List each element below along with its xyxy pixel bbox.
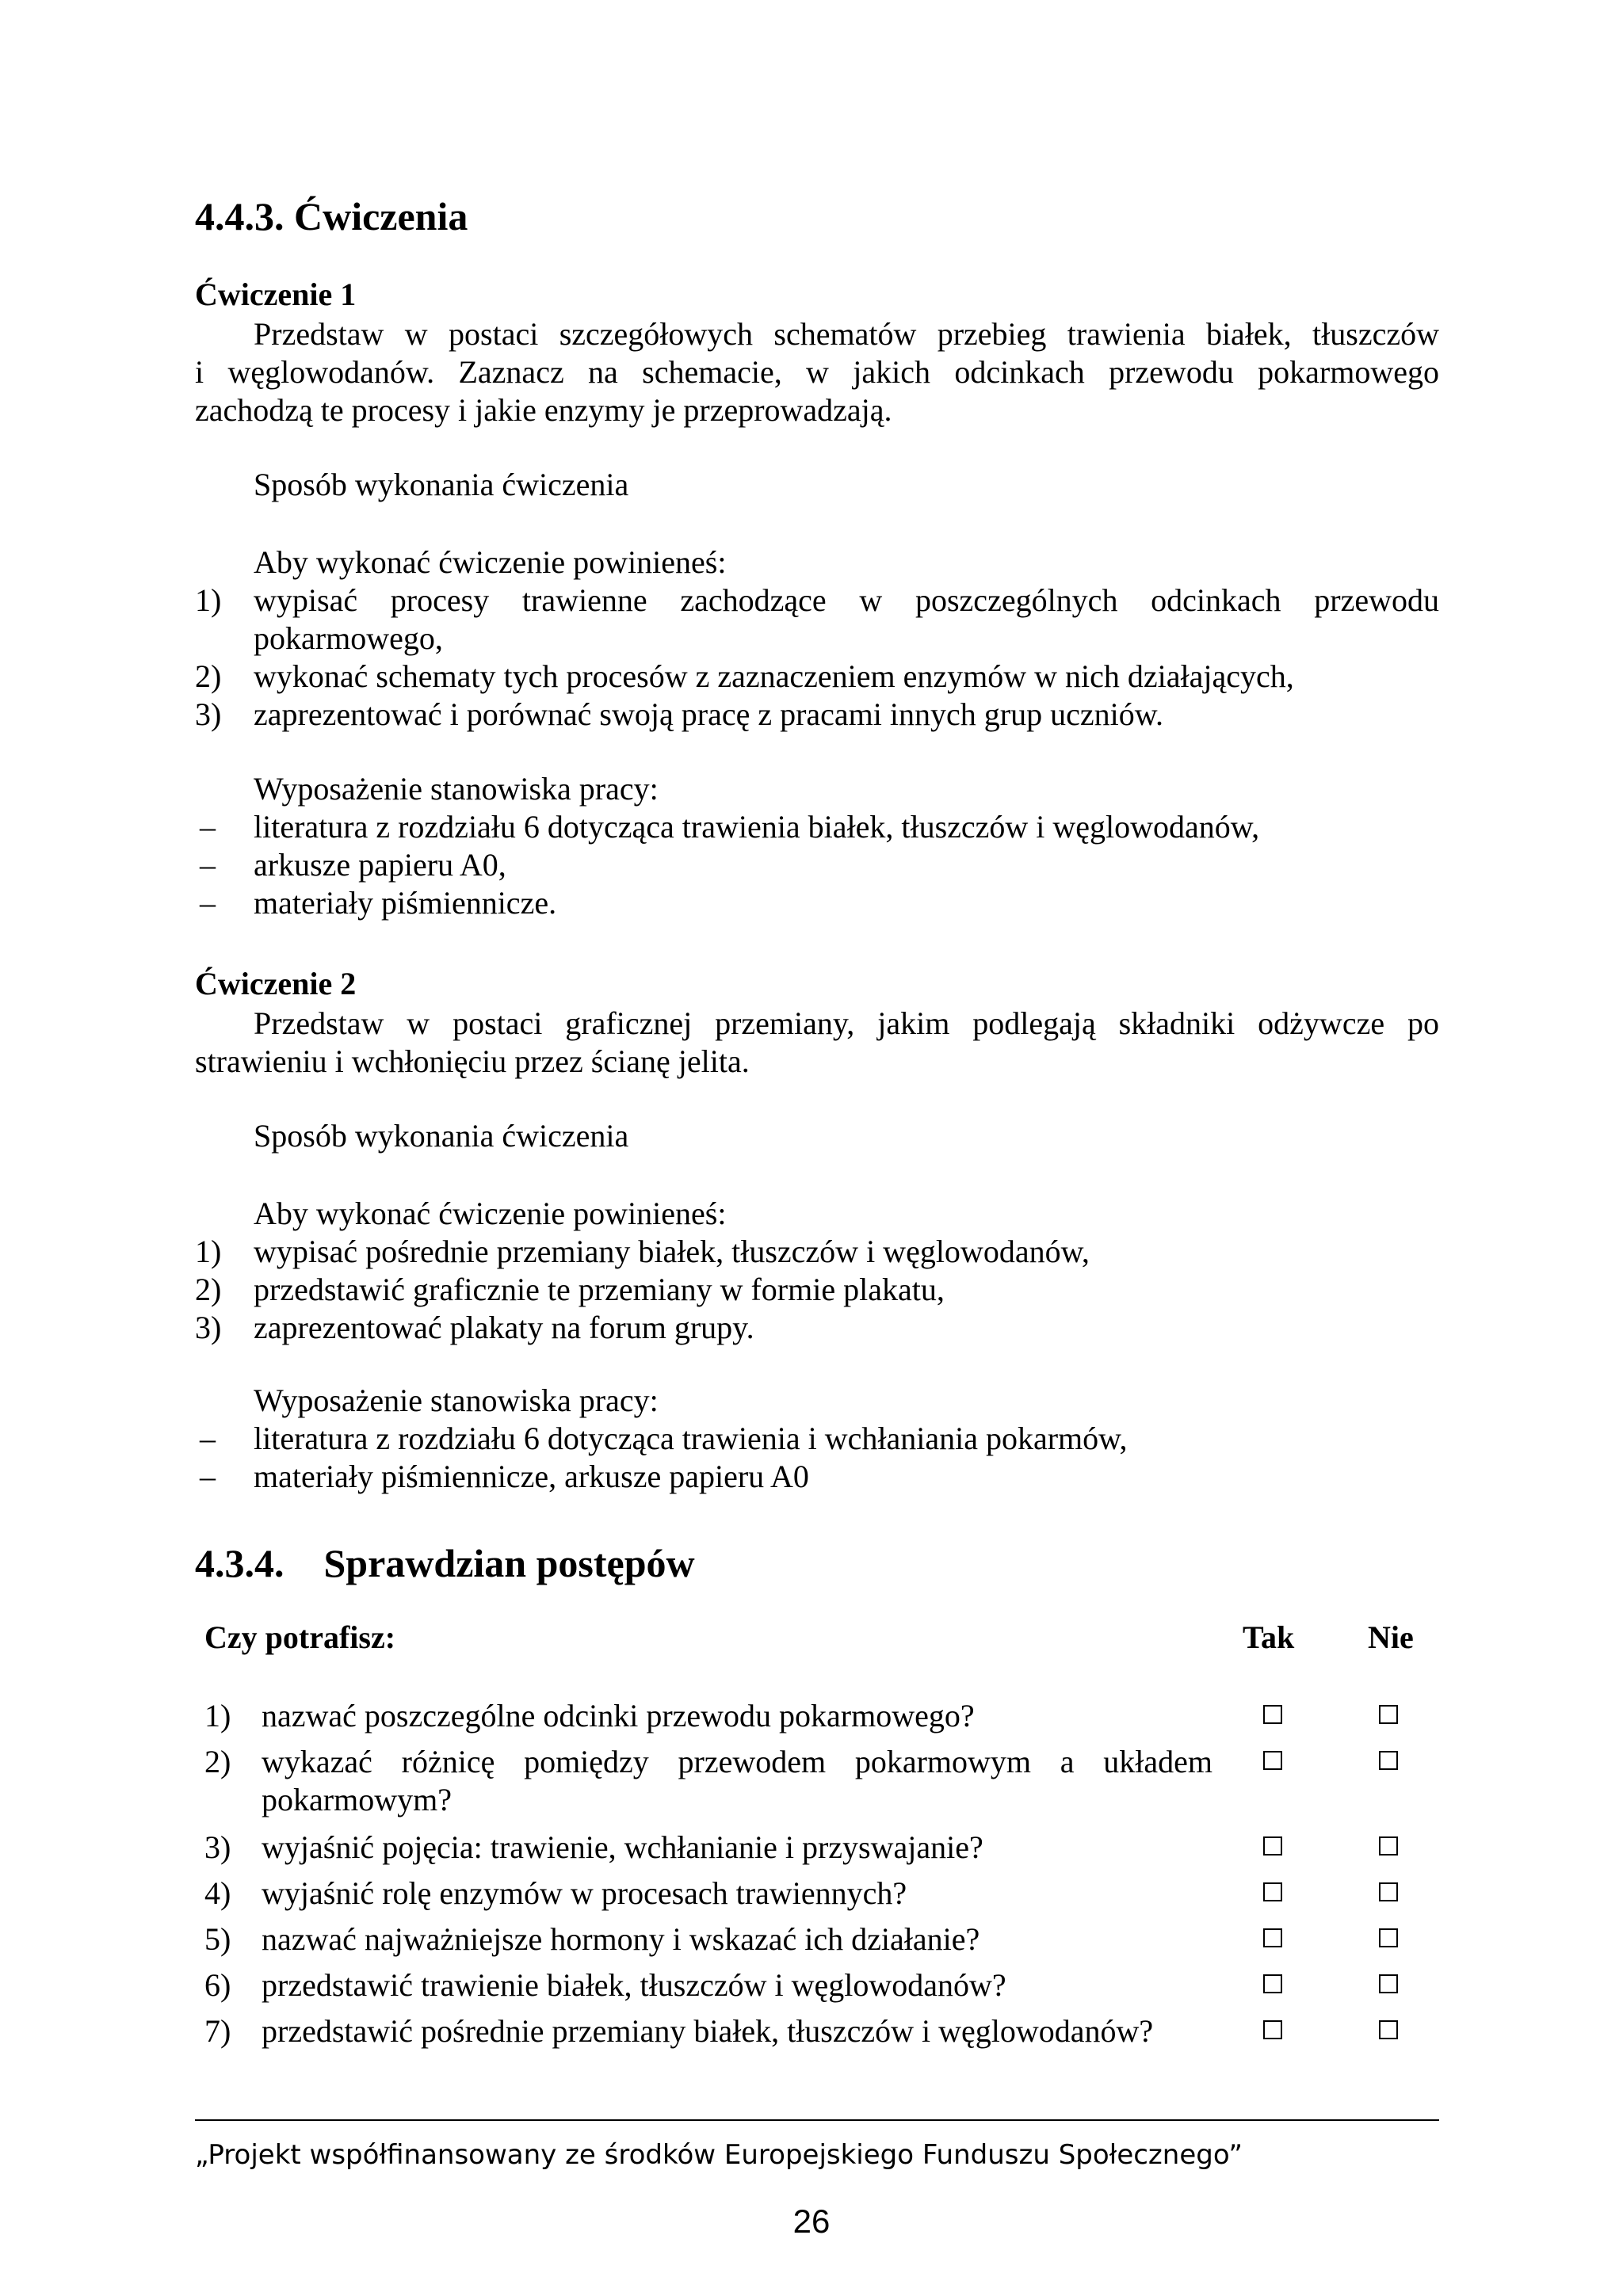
list-number: 3)	[195, 1310, 222, 1345]
dash-bullet: –	[200, 885, 216, 921]
dash-bullet: –	[200, 847, 216, 883]
item-number: 3)	[204, 1829, 231, 1865]
exercise-2-method-label: Sposób wykonania ćwiczenia	[254, 1118, 629, 1154]
list-item	[195, 696, 1439, 734]
dash-bullet: –	[200, 1421, 216, 1456]
page-number: 26	[792, 2203, 831, 2240]
footer-project-note: „Projekt współfinansowany ze środków Europejskiego Funduszu Społecznego”	[195, 2139, 1243, 2171]
item-number: 6)	[204, 1967, 231, 2003]
exercise-2-steps	[195, 1233, 1439, 1347]
list-item-text: materiały piśmiennicze, arkusze papieru A0	[254, 1459, 809, 1494]
item-question: przedstawić trawienie białek, tłuszczów i węglowodanów?	[262, 1967, 1006, 2003]
list-number: 1)	[195, 1234, 222, 1269]
list-number: 2)	[195, 1272, 222, 1307]
list-number: 2)	[195, 658, 222, 694]
no-checkbox[interactable]	[1379, 2020, 1398, 2039]
exercise-1-description-line: i węglowodanów. Zaznacz na schemacie, w jakich odcinkach przewodu pokarmowego	[195, 354, 1439, 390]
progress-check-title: 4.3.4. Sprawdzian postępów	[195, 1541, 695, 1585]
list-item	[195, 582, 1439, 658]
exercise-1-method-label: Sposób wykonania ćwiczenia	[254, 467, 629, 502]
list-item-text: arkusze papieru A0,	[254, 847, 506, 883]
exercise-2-description	[195, 1005, 1439, 1081]
no-checkbox[interactable]	[1379, 1882, 1398, 1901]
exercise-1-steps-label: Aby wykonać ćwiczenie powinieneś:	[254, 544, 727, 580]
exercise-1-steps	[195, 582, 1439, 734]
exercise-2-steps-label: Aby wykonać ćwiczenie powinieneś:	[254, 1196, 727, 1231]
yes-checkbox[interactable]	[1263, 1705, 1282, 1724]
exercise-2-title: Ćwiczenie 2	[195, 966, 357, 1001]
list-item-text: materiały piśmiennicze.	[254, 885, 557, 921]
exercise-2-description-line: Przedstaw w postaci graficznej przemiany, jakim podlegają składniki odżywcze po	[254, 1005, 1439, 1041]
list-item-text: wypisać pośrednie przemiany białek, tłuszczów i węglowodanów,	[254, 1234, 1090, 1269]
item-question: wyjaśnić pojęcia: trawienie, wchłanianie i przyswajanie?	[262, 1829, 983, 1865]
yes-checkbox[interactable]	[1263, 1836, 1282, 1855]
list-number: 3)	[195, 696, 222, 732]
item-question: nazwać najważniejsze hormony i wskazać ich działanie?	[262, 1921, 980, 1957]
list-item	[195, 1271, 1439, 1309]
no-checkbox[interactable]	[1379, 1974, 1398, 1993]
list-item-text: literatura z rozdziału 6 dotycząca trawienia białek, tłuszczów i węglowodanów,	[254, 809, 1260, 845]
list-item-text: wykonać schematy tych procesów z zaznaczeniem enzymów w nich działających,	[254, 658, 1294, 694]
list-item-text: wypisać procesy trawienne zachodzące w poszczególnych odcinkach przewodu pokarmowego,	[254, 582, 1439, 656]
yes-checkbox[interactable]	[1263, 2020, 1282, 2039]
item-number: 1)	[204, 1698, 231, 1733]
list-item	[195, 1233, 1439, 1271]
yes-checkbox[interactable]	[1263, 1974, 1282, 1993]
item-question: wykazać różnicę pomiędzy przewodem pokarmowym a układem pokarmowym?	[262, 1744, 1212, 1817]
yes-checkbox[interactable]	[1263, 1882, 1282, 1901]
exercise-2-equipment-label: Wyposażenie stanowiska pracy:	[254, 1383, 659, 1418]
yes-checkbox[interactable]	[1263, 1928, 1282, 1947]
item-number: 5)	[204, 1921, 231, 1957]
exercise-2-description-line: strawieniu i wchłonięciu przez ścianę jelita.	[195, 1043, 750, 1079]
exercise-1-title: Ćwiczenie 1	[195, 277, 357, 312]
item-question: nazwać poszczególne odcinki przewodu pokarmowego?	[262, 1698, 975, 1733]
yes-column-header: Tak	[1243, 1619, 1295, 1655]
list-number: 1)	[195, 582, 222, 618]
no-checkbox[interactable]	[1379, 1836, 1398, 1855]
list-item	[195, 884, 1439, 922]
exercise-1-description-line: Przedstaw w postaci szczegółowych schematów przebieg trawienia białek, tłuszczów	[254, 316, 1439, 352]
list-item	[195, 1458, 1439, 1496]
exercise-1-equipment-label: Wyposażenie stanowiska pracy:	[254, 771, 659, 807]
item-question: wyjaśnić rolę enzymów w procesach trawiennych?	[262, 1875, 907, 1911]
list-item	[195, 846, 1439, 884]
question-header: Czy potrafisz:	[204, 1619, 396, 1655]
yes-checkbox[interactable]	[1263, 1751, 1282, 1770]
list-item	[195, 658, 1439, 696]
item-number: 2)	[204, 1744, 231, 1779]
list-item	[195, 808, 1439, 846]
checklist-header	[204, 1619, 1425, 1658]
no-checkbox[interactable]	[1379, 1705, 1398, 1724]
dash-bullet: –	[200, 809, 216, 845]
exercise-1-description	[195, 315, 1439, 429]
item-number: 7)	[204, 2013, 231, 2049]
list-item-text: zaprezentować plakaty na forum grupy.	[254, 1310, 754, 1345]
exercise-1-description-line: zachodzą te procesy i jakie enzymy je przeprowadzają.	[195, 392, 892, 428]
list-item	[195, 1420, 1439, 1458]
dash-bullet: –	[200, 1459, 216, 1494]
no-checkbox[interactable]	[1379, 1751, 1398, 1770]
list-item-text: przedstawić graficznie te przemiany w formie plakatu,	[254, 1272, 945, 1307]
item-number: 4)	[204, 1875, 231, 1911]
section-title: 4.4.3. Ćwiczenia	[195, 194, 468, 238]
no-column-header: Nie	[1368, 1619, 1414, 1655]
no-checkbox[interactable]	[1379, 1928, 1398, 1947]
list-item-text: zaprezentować i porównać swoją pracę z pracami innych grup uczniów.	[254, 696, 1163, 732]
list-item	[195, 1309, 1439, 1347]
exercise-2-equipment	[195, 1420, 1439, 1496]
item-question: przedstawić pośrednie przemiany białek, tłuszczów i węglowodanów?	[262, 2013, 1154, 2049]
footer-divider	[195, 2119, 1439, 2121]
list-item-text: literatura z rozdziału 6 dotycząca trawienia i wchłaniania pokarmów,	[254, 1421, 1128, 1456]
exercise-1-equipment	[195, 808, 1439, 922]
